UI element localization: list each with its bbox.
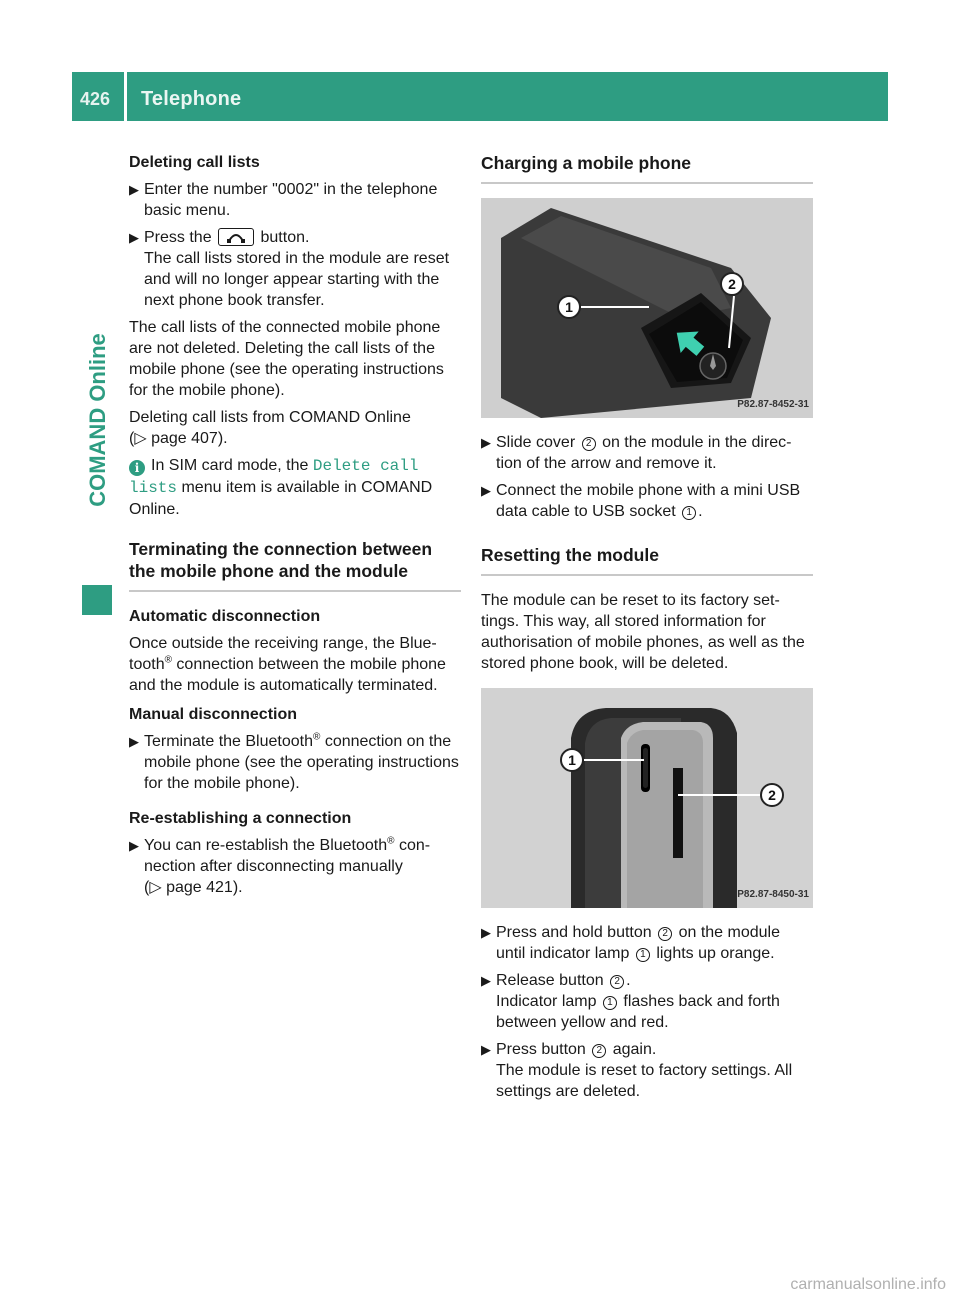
page-reference[interactable]: (▷ page 407). bbox=[129, 430, 228, 447]
left-column bbox=[129, 152, 461, 904]
step-arrow-icon: ▶ bbox=[481, 483, 491, 498]
marker-2: 2 bbox=[658, 927, 672, 941]
auto-disconnect-text: Once outside the receiving range, the Blue-tooth® connection between the mobile phone and the module is automatically terminated. bbox=[129, 635, 446, 694]
side-tab-block bbox=[82, 585, 112, 615]
step-terminate-bluetooth: ▶ Terminate the Bluetooth® connection on the mobile phone (see the operating instructions for the mobile phone). bbox=[129, 731, 459, 792]
watermark: carmanualsonline.info bbox=[790, 1276, 946, 1293]
step-press-again: ▶ Press button 2 again. The module is reset to factory settings. All settings are deleted. bbox=[481, 1041, 793, 1100]
callout-socket-1: 1 bbox=[557, 295, 581, 319]
step-slide-cover: ▶ Slide cover 2 on the module in the direc-tion of the arrow and remove it. bbox=[481, 434, 792, 472]
step-arrow-icon: ▶ bbox=[481, 435, 491, 450]
step-enter-number: ▶ Enter the number "0002" in the telephone basic menu. bbox=[129, 181, 438, 219]
callout-lamp-1: 1 bbox=[560, 748, 584, 772]
paragraph-deleting-from-comand: Deleting call lists from COMAND Online (▷ page 407). bbox=[129, 409, 411, 447]
reset-paragraph: The module can be reset to its factory set-tings. This way, all stored information for authorisation of mobile phones, as well as the stored phone book, will be deleted. bbox=[481, 592, 805, 672]
step-arrow-icon: ▶ bbox=[129, 182, 139, 197]
step-arrow-icon: ▶ bbox=[129, 838, 139, 853]
marker-2: 2 bbox=[610, 975, 624, 989]
phone-key-icon bbox=[218, 228, 254, 246]
marker-1: 1 bbox=[603, 996, 617, 1010]
page-number: 426 bbox=[80, 89, 111, 109]
marker-1: 1 bbox=[636, 948, 650, 962]
callout-button-2: 2 bbox=[760, 783, 784, 807]
figure-code: P82.87-8452-31 bbox=[737, 399, 809, 410]
info-icon: i bbox=[129, 460, 145, 476]
terminating-heading: Terminating the connection between the mobile phone and the module bbox=[129, 538, 461, 592]
resetting-heading: Resetting the module bbox=[481, 544, 813, 576]
step-release-button: ▶ Release button 2 . Indicator lamp 1 flashes back and forth between yellow and red. bbox=[481, 972, 780, 1031]
right-column bbox=[481, 152, 813, 1108]
info-note: i In SIM card mode, the Delete call lists menu item is available in COMAND Online. bbox=[129, 457, 433, 518]
auto-disconnect-heading: Automatic disconnection bbox=[129, 608, 321, 625]
header-divider bbox=[124, 72, 127, 121]
page-reference[interactable]: (▷ page 421). bbox=[144, 879, 243, 896]
side-tab-label: COMAND Online bbox=[85, 333, 110, 507]
step-arrow-icon: ▶ bbox=[481, 973, 491, 988]
paragraph-not-deleted: The call lists of the connected mobile phone are not deleted. Deleting the call lists of the mobile phone (see the operating instructions for the mobile phone). bbox=[129, 319, 444, 399]
step-press-hold: ▶ Press and hold button 2 on the module until indicator lamp 1 lights up orange. bbox=[481, 924, 780, 962]
reestablish-heading: Re-establishing a connection bbox=[129, 810, 352, 827]
deleting-heading: Deleting call lists bbox=[129, 154, 260, 171]
callout-cover-2: 2 bbox=[720, 272, 744, 296]
marker-1: 1 bbox=[682, 506, 696, 520]
figure-reset-module bbox=[481, 688, 813, 908]
marker-2: 2 bbox=[582, 437, 596, 451]
menu-item-delete-call-lists: Delete call lists bbox=[129, 457, 419, 497]
step-reestablish: ▶ You can re-establish the Bluetooth® con-nection after disconnecting manually (▷ page 421). bbox=[129, 835, 431, 896]
step-press-button: ▶ Press the button. The call lists stored in the module are reset and will no longer appear starting with the next phone book transfer. bbox=[129, 229, 450, 309]
marker-2: 2 bbox=[592, 1044, 606, 1058]
step-arrow-icon: ▶ bbox=[129, 230, 139, 245]
manual-disconnect-heading: Manual disconnection bbox=[129, 706, 298, 723]
step-arrow-icon: ▶ bbox=[129, 734, 139, 749]
page-title: Telephone bbox=[141, 88, 242, 110]
step-connect-usb: ▶ Connect the mobile phone with a mini USB data cable to USB socket 1 . bbox=[481, 482, 801, 520]
figure-charging-module bbox=[481, 198, 813, 418]
charging-heading: Charging a mobile phone bbox=[481, 152, 813, 184]
figure-code: P82.87-8450-31 bbox=[737, 889, 809, 900]
step-arrow-icon: ▶ bbox=[481, 925, 491, 940]
step-arrow-icon: ▶ bbox=[481, 1042, 491, 1057]
